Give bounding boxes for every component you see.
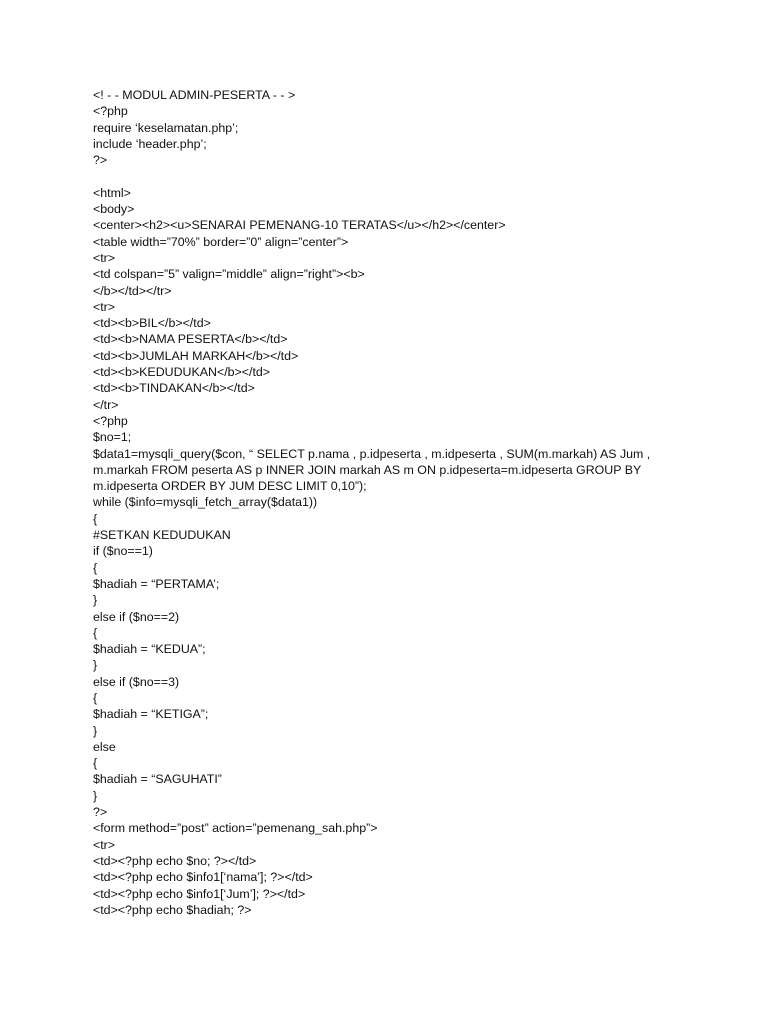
code-line: <td><?php echo $no; ?></td> bbox=[93, 853, 257, 868]
code-line: </b></td></tr> bbox=[93, 283, 172, 298]
code-line: $hadiah = “KEDUA”; bbox=[93, 642, 206, 657]
code-line: <tr> bbox=[93, 299, 116, 314]
code-line: <td colspan=”5” valign=”middle” align=”right”><b> bbox=[93, 267, 365, 282]
code-line: while ($info=mysqli_fetch_array($data1)) bbox=[93, 495, 318, 510]
code-line: m.idpeserta ORDER BY JUM DESC LIMIT 0,10”); bbox=[93, 479, 367, 494]
code-line: m.markah FROM peserta AS p INNER JOIN markah AS m ON p.idpeserta=m.idpeserta GROUP BY bbox=[93, 462, 642, 477]
code-line: else if ($no==2) bbox=[93, 609, 180, 624]
code-line: { bbox=[93, 690, 98, 705]
code-line: } bbox=[93, 723, 98, 738]
code-line: $hadiah = “KETIGA”; bbox=[93, 707, 209, 722]
code-line: <td><?php echo $info1[‘nama’]; ?></td> bbox=[93, 870, 313, 885]
code-line: <form method=”post” action=”pemenang_sah.php”> bbox=[93, 821, 378, 836]
code-line: else if ($no==3) bbox=[93, 674, 180, 689]
code-line: { bbox=[93, 625, 98, 640]
code-line: $no=1; bbox=[93, 430, 132, 445]
code-line: #SETKAN KEDUDUKAN bbox=[93, 528, 231, 543]
code-line: ?> bbox=[93, 805, 108, 820]
code-line: <td><b>KEDUDUKAN</b></td> bbox=[93, 365, 271, 380]
code-line: <tr> bbox=[93, 837, 116, 852]
code-line: ?> bbox=[93, 153, 108, 168]
code-line: <tr> bbox=[93, 250, 116, 265]
code-line: <?php bbox=[93, 413, 128, 428]
code-line: <html> bbox=[93, 185, 131, 200]
code-line: <! - - MODUL ADMIN-PESERTA - - > bbox=[93, 88, 296, 102]
code-line: include ‘header.php’; bbox=[93, 136, 207, 151]
code-line: <td><?php echo $info1[‘Jum’]; ?></td> bbox=[93, 886, 306, 901]
code-line: <td><b>BIL</b></td> bbox=[93, 316, 211, 331]
code-line: $data1=mysqli_query($con, “ SELECT p.nama , p.idpeserta , m.idpeserta , SUM(m.markah) AS Jum , bbox=[93, 446, 651, 461]
code-line: require ‘keselamatan.php’; bbox=[93, 120, 239, 135]
code-line: <td><b>JUMLAH MARKAH</b></td> bbox=[93, 348, 299, 363]
code-line: $hadiah = “PERTAMA’; bbox=[93, 576, 220, 591]
code-line: else bbox=[93, 739, 116, 754]
code-line: { bbox=[93, 511, 98, 526]
code-line: <table width=”70%” border=”0” align=”center”> bbox=[93, 234, 349, 249]
code-line: $hadiah = “SAGUHATI” bbox=[93, 772, 222, 787]
blank-line bbox=[93, 168, 693, 184]
code-line: { bbox=[93, 756, 98, 771]
code-line: <?php bbox=[93, 104, 128, 119]
code-line: <center><h2><u>SENARAI PEMENANG-10 TERATAS</u></h2></center> bbox=[93, 218, 506, 233]
code-line: } bbox=[93, 788, 98, 803]
code-line: <body> bbox=[93, 202, 135, 217]
code-line: <td><b>NAMA PESERTA</b></td> bbox=[93, 332, 288, 347]
code-line: <td><?php echo $hadiah; ?> bbox=[93, 902, 252, 917]
code-listing bbox=[93, 87, 693, 918]
code-line: } bbox=[93, 658, 98, 673]
code-line: if ($no==1) bbox=[93, 544, 153, 559]
code-line: </tr> bbox=[93, 397, 119, 412]
code-line: <td><b>TINDAKAN</b></td> bbox=[93, 381, 255, 396]
code-line: { bbox=[93, 560, 98, 575]
code-line: } bbox=[93, 593, 98, 608]
